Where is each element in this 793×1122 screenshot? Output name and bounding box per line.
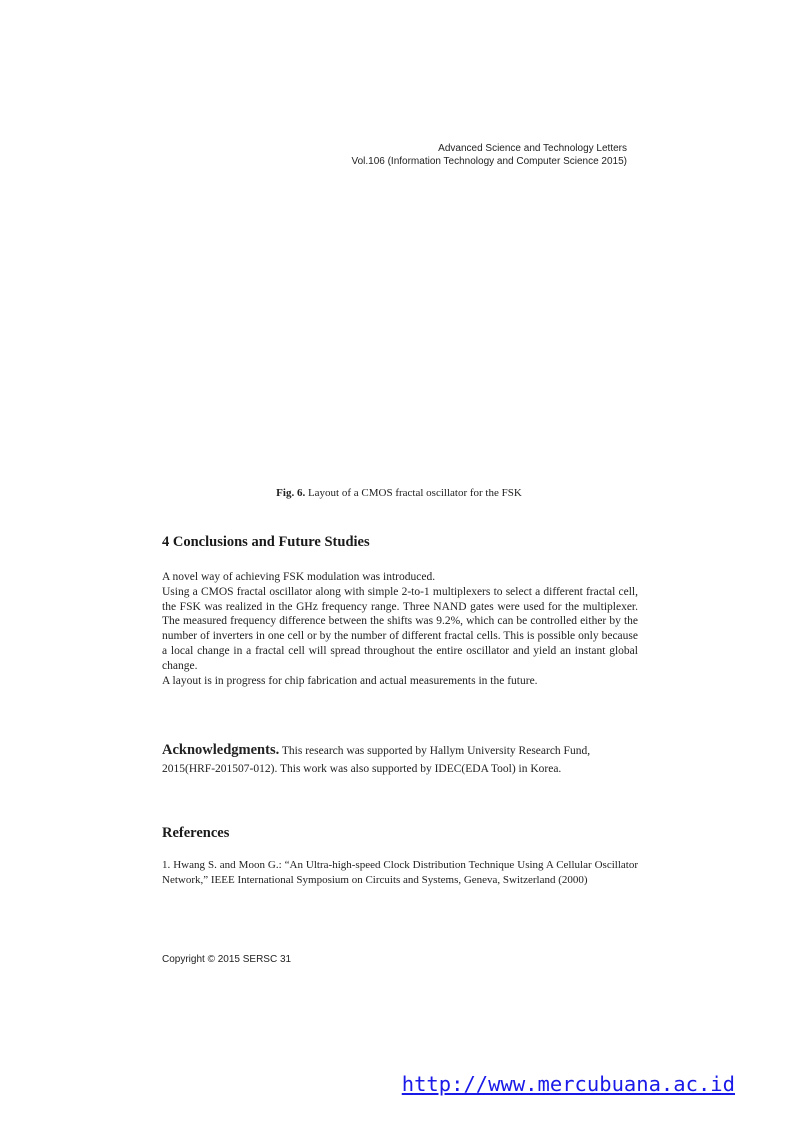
reference-item: 1. Hwang S. and Moon G.: “An Ultra-high-speed Clock Distribution Technique Using A Cellular Oscillator Network,” IEEE International Symposium on Circuits and Systems, Geneva, Switzerland (2000) bbox=[162, 859, 638, 886]
section-heading: 4 Conclusions and Future Studies bbox=[162, 534, 370, 550]
acknowledgments-label: Acknowledgments. bbox=[162, 742, 280, 758]
volume-info: Vol.106 (Information Technology and Computer Science 2015) bbox=[351, 156, 627, 167]
section-body bbox=[162, 570, 638, 688]
running-header bbox=[351, 142, 627, 168]
references-heading: References bbox=[162, 825, 230, 841]
paragraph: Using a CMOS fractal oscillator along with simple 2-to-1 multiplexers to select a different fractal cell, the FSK was realized in the GHz frequency range. Three NAND gates were used for the multiplexer. The measured frequency difference between the shifts was 9.2%, which can be controlled either by the number of inverters in one cell or by the number of different fractal cells. This is possible only because a local change in a fractal cell will spread throughout the entire oscillator and yield an instant global change. bbox=[162, 585, 638, 672]
acknowledgments-text: This research was supported by Hallym University Research Fund, 2015(HRF-201507-012). This work was also supported by IDEC(EDA Tool) in Korea. bbox=[162, 745, 591, 775]
footer-link[interactable]: http://www.mercubuana.ac.id bbox=[401, 1072, 735, 1096]
journal-title: Advanced Science and Technology Letters bbox=[438, 143, 627, 154]
copyright: Copyright © 2015 SERSC 31 bbox=[162, 954, 292, 965]
paragraph: A layout is in progress for chip fabrication and actual measurements in the future. bbox=[162, 674, 538, 687]
figure-caption bbox=[160, 487, 638, 499]
acknowledgments bbox=[162, 741, 630, 778]
figure-placeholder bbox=[160, 176, 638, 474]
figure-label: Fig. 6. bbox=[276, 487, 306, 499]
paragraph: A novel way of achieving FSK modulation was introduced. bbox=[162, 571, 436, 583]
figure-caption-text: Layout of a CMOS fractal oscillator for the FSK bbox=[305, 487, 522, 499]
